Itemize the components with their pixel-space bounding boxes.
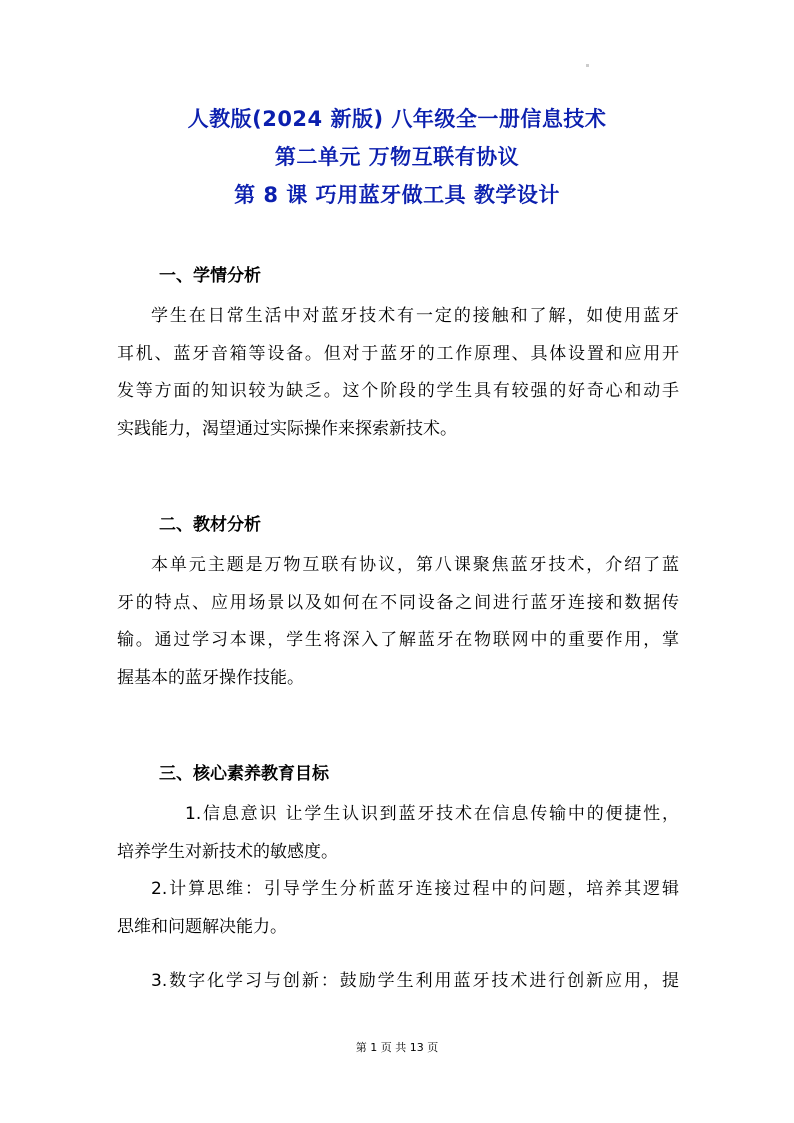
title-line-1: 人教版(2024 新版) 八年级全一册信息技术 [187, 107, 607, 131]
paragraph-textbook-analysis [117, 547, 679, 697]
paragraph-line: 学生在日常生活中对蓝牙技术有一定的接触和了解，如使用蓝牙 [151, 306, 679, 326]
paragraph-line: 握基本的蓝牙操作技能。 [117, 667, 304, 688]
paragraph-line: 2.计算思维：引导学生分析蓝牙连接过程中的问题，培养其逻辑 [151, 879, 679, 899]
paragraph-line: 牙的特点、应用场景以及如何在不同设备之间进行蓝牙连接和数据传 [117, 592, 679, 613]
paragraph-line: 1.信息意识 让学生认识到蓝牙技术在信息传输中的便捷性， [185, 804, 679, 824]
document-title [0, 100, 794, 214]
page-footer: 第 1 页 共 13 页 [355, 1041, 439, 1054]
corner-dot [586, 64, 589, 67]
paragraph-line: 思维和问题解决能力。 [117, 916, 287, 937]
paragraph-line: 3.数字化学习与创新：鼓励学生利用蓝牙技术进行创新应用，提 [151, 971, 679, 991]
goal-item-information-awareness [117, 796, 679, 871]
goal-item-digital-learning [117, 963, 679, 1001]
paragraph-line: 培养学生对新技术的敏感度。 [117, 841, 338, 862]
title-line-2: 第二单元 万物互联有协议 [274, 145, 520, 169]
title-line-3: 第 8 课 巧用蓝牙做工具 教学设计 [234, 183, 560, 207]
paragraph-line: 耳机、蓝牙音箱等设备。但对于蓝牙的工作原理、具体设置和应用开 [117, 343, 679, 364]
section-heading-textbook-analysis: 二、教材分析 [159, 515, 261, 535]
section-heading-learner-analysis: 一、学情分析 [159, 266, 261, 286]
paragraph-line: 本单元主题是万物互联有协议，第八课聚焦蓝牙技术，介绍了蓝 [151, 555, 679, 575]
section-heading-core-literacy-goals: 三、核心素养教育目标 [159, 764, 329, 784]
paragraph-line: 输。通过学习本课，学生将深入了解蓝牙在物联网中的重要作用，掌 [117, 630, 679, 650]
paragraph-learner-analysis [117, 298, 679, 448]
paragraph-line: 实践能力，渴望通过实际操作来探索新技术。 [117, 418, 457, 439]
paragraph-line: 发等方面的知识较为缺乏。这个阶段的学生具有较强的好奇心和动手 [117, 381, 679, 401]
goal-item-computational-thinking [117, 871, 679, 946]
